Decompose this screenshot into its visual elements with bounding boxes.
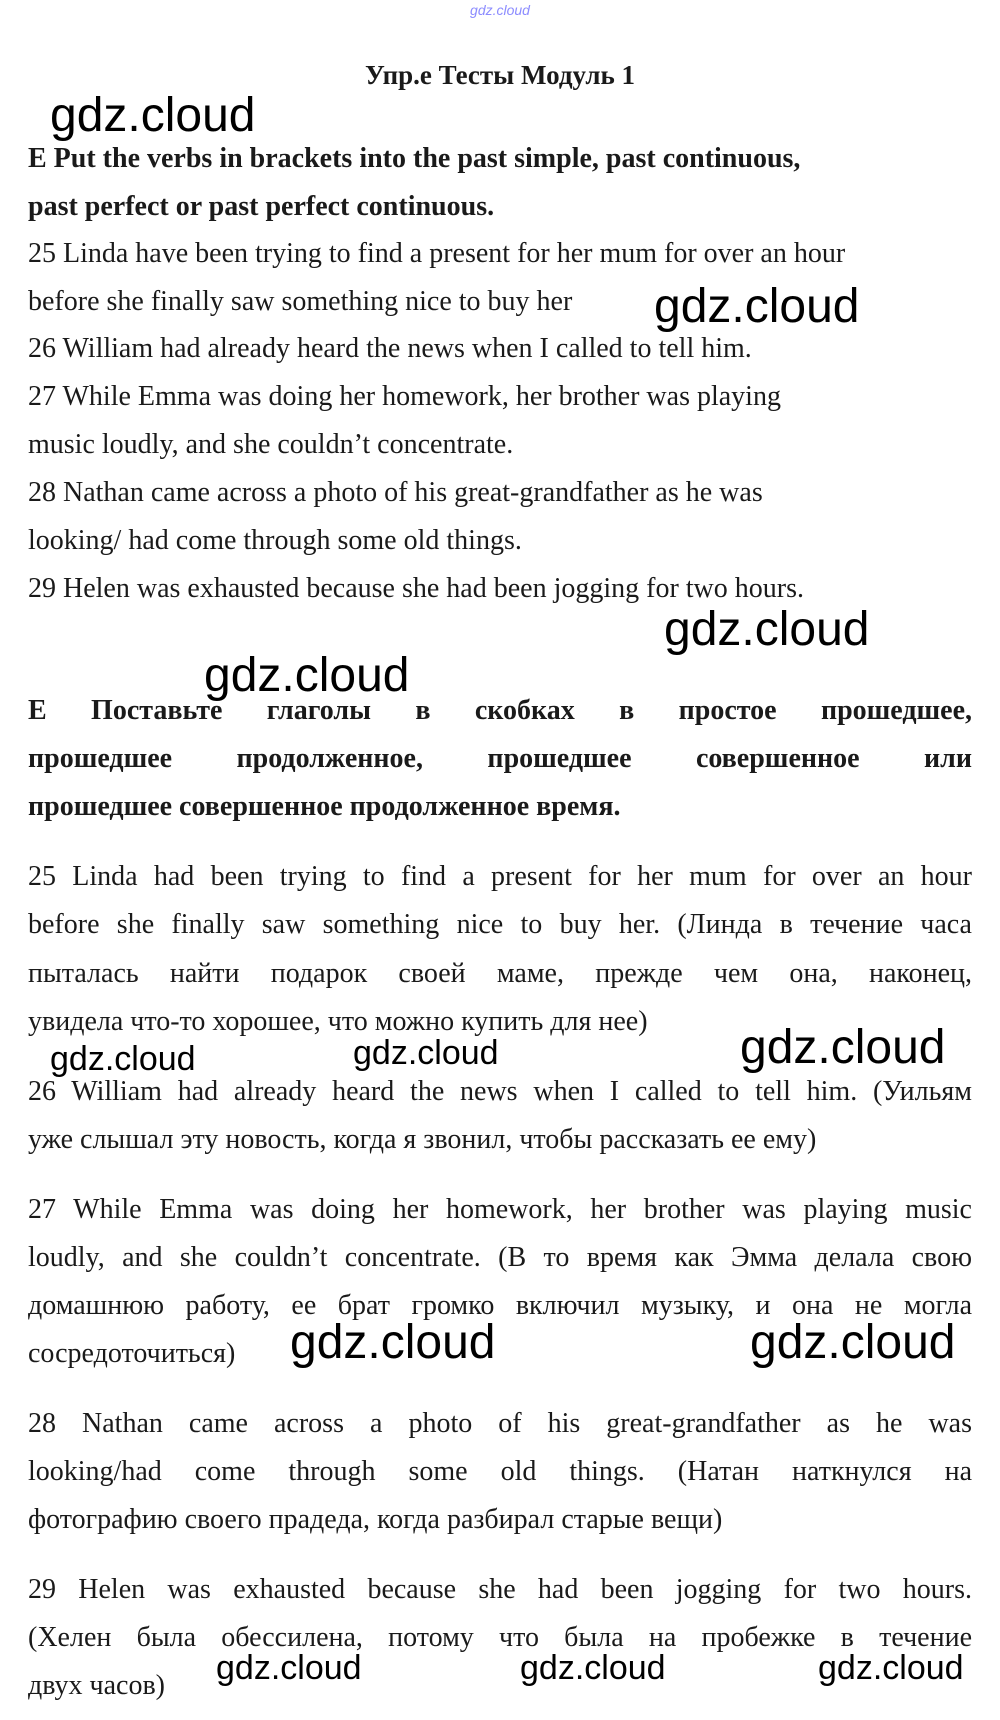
translation-25-line: before she finally saw something nice to buy her. (Линда в течение часа [28,909,972,940]
page-title: Упр.е Тесты Модуль 1 [364,60,636,90]
russian-task-line-1: E Поставьте глаголы в скобках в простое прошедшее, [28,695,972,726]
russian-task-line-2: прошедшее продолженное, прошедшее совершенное или [28,743,972,774]
translation-27-line: 27 While Emma was doing her homework, her brother was playing music [28,1194,972,1225]
translation-28-line: 28 Nathan came across a photo of his great-grandfather as he was [28,1408,972,1439]
header-watermark: gdz.cloud [470,2,530,18]
translation-27-line: сосредоточиться) [28,1338,236,1369]
translation-25-line: пыталась найти подарок своей маме, прежде чем она, наконец, [28,958,972,989]
watermark: gdz.cloud [520,1649,666,1687]
english-task-line-2: past perfect or past perfect continuous. [28,191,495,222]
watermark: gdz.cloud [50,1040,196,1078]
watermark: gdz.cloud [740,1021,946,1074]
translation-27-line: loudly, and she couldn’t concentrate. (В то время как Эмма делала свою [28,1242,972,1273]
watermark: gdz.cloud [50,89,256,142]
translation-29-line: 29 Helen was exhausted because she had been jogging for two hours. [28,1574,972,1605]
english-answer-line: looking/ had come through some old things. [28,525,522,556]
watermark: gdz.cloud [654,280,860,333]
translation-27-line: домашнюю работу, ее брат громко включил музыку, и она не могла [28,1290,972,1321]
translation-29-line: двух часов) [28,1670,165,1701]
english-answer-line: 29 Helen was exhausted because she had been jogging for two hours. [28,573,805,604]
watermark: gdz.cloud [216,1649,362,1687]
english-answer-line: before she finally saw something nice to buy her [28,286,573,317]
translation-28-line: фотографию своего прадеда, когда разбирал старые вещи) [28,1504,723,1535]
watermark: gdz.cloud [290,1316,496,1369]
translation-25-line: 25 Linda had been trying to find a present for her mum for over an hour [28,861,972,892]
translation-26-line: 26 William had already heard the news when I called to tell him. (Уильям [28,1076,972,1107]
watermark: gdz.cloud [204,649,410,702]
russian-task-line-3: прошедшее совершенное продолженное время. [28,791,621,822]
translation-26-line: уже слышал эту новость, когда я звонил, чтобы рассказать ее ему) [28,1124,817,1155]
english-answer-line: 27 While Emma was doing her homework, her brother was playing [28,381,781,412]
watermark: gdz.cloud [818,1649,964,1687]
english-answer-line: music loudly, and she couldn’t concentrate. [28,429,514,460]
english-answer-line: 26 William had already heard the news when I called to tell him. [28,333,752,364]
translation-25-line: увидела что-то хорошее, что можно купить для нее) [28,1006,648,1037]
watermark: gdz.cloud [750,1316,956,1369]
english-answer-line: 25 Linda have been trying to find a present for her mum for over an hour [28,238,846,269]
translation-28-line: looking/had come through some old things. (Натан наткнулся на [28,1456,972,1487]
english-task-line-1: E Put the verbs in brackets into the past simple, past continuous, [28,143,801,174]
translation-29-line: (Хелен была обессилена, потому что была на пробежке в течение [28,1622,972,1653]
document-page [28,0,972,1720]
watermark: gdz.cloud [664,603,870,656]
watermark: gdz.cloud [353,1034,499,1072]
english-answer-line: 28 Nathan came across a photo of his great-grandfather as he was [28,477,763,508]
